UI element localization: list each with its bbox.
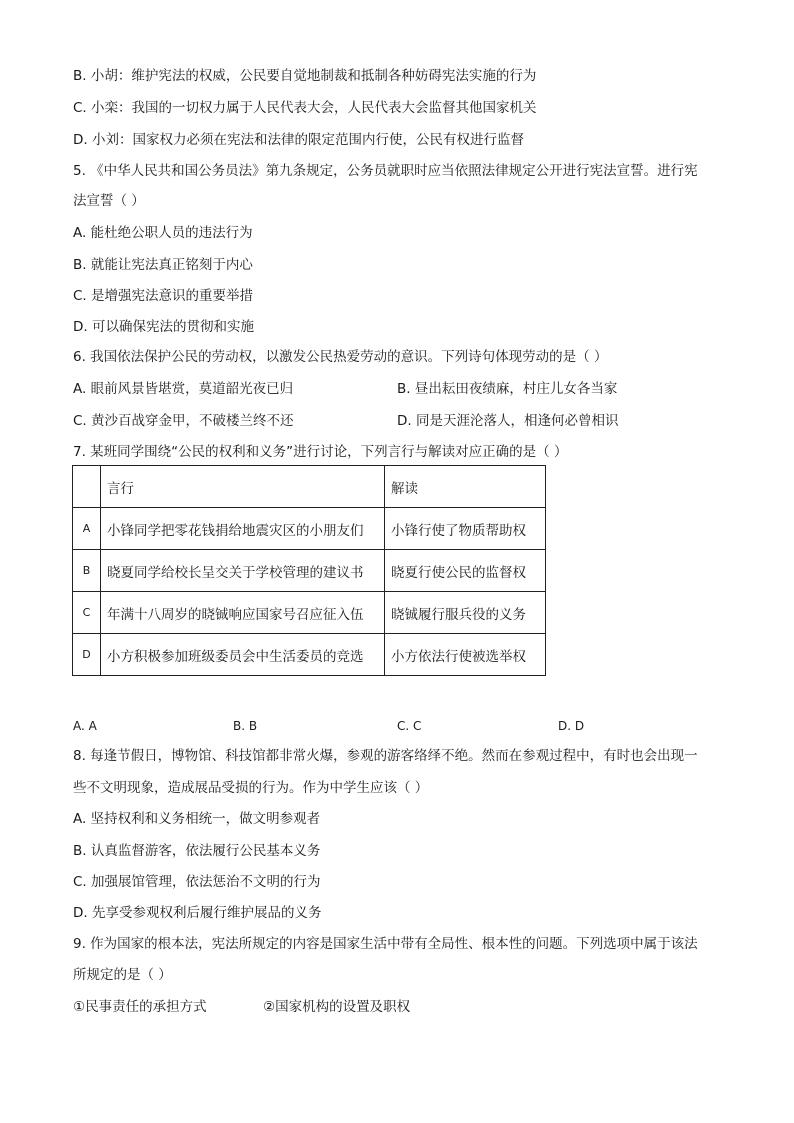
question-9-item-2: ②国家机构的设置及职权: [263, 999, 411, 1015]
table-header-cell: 言行: [101, 466, 385, 508]
question-5-option-d: D. 可以确保宪法的贯彻和实施: [73, 319, 254, 335]
question-5-stem-line-2: 法宣誓（ ）: [73, 193, 145, 209]
table-cell-interpretation: 晓铖履行服兵役的义务: [385, 592, 546, 634]
question-7-table: [72, 465, 546, 676]
question-6-option-c: C. 黄沙百战穿金甲，不破楼兰终不还: [73, 413, 294, 429]
question-8-option-c: C. 加强展馆管理，依法惩治不文明的行为: [73, 874, 321, 890]
table-cell-action: 晓夏同学给校长呈交关于学校管理的建议书: [101, 550, 385, 592]
line-4-option-c: C. 小栾：我国的一切权力属于人民代表大会，人民代表大会监督其他国家机关: [73, 100, 537, 116]
table-cell-label: B: [73, 550, 101, 592]
table-cell-interpretation: 晓夏行使公民的监督权: [385, 550, 546, 592]
question-5-option-a: A. 能杜绝公职人员的违法行为: [73, 225, 253, 241]
line-4-option-b: B. 小胡：维护宪法的权威，公民要自觉地制裁和抵制各种妨碍宪法实施的行为: [73, 68, 537, 84]
table-cell-interpretation: 小方依法行使被选举权: [385, 634, 546, 676]
table-header-row: [73, 466, 546, 508]
question-7-option-c: C. C: [397, 719, 422, 733]
table-cell-action: 小方积极参加班级委员会中生活委员的竞选: [101, 634, 385, 676]
table-cell-action: 小锋同学把零花钱捐给地震灾区的小朋友们: [101, 508, 385, 550]
table-row: [73, 592, 546, 634]
question-9-stem-line-2: 所规定的是（ ）: [73, 967, 172, 983]
table-cell-label: C: [73, 592, 101, 634]
question-8-option-d: D. 先享受参观权利后履行维护展品的义务: [73, 905, 322, 921]
question-8-stem-line-1: 8. 每逢节假日，博物馆、科技馆都非常火爆，参观的游客络绎不绝。然而在参观过程中，有时也会出现一: [73, 748, 698, 764]
table-row: [73, 550, 546, 592]
table-row: [73, 634, 546, 676]
line-4-option-d: D. 小刘：国家权力必须在宪法和法律的限定范围内行使，公民有权进行监督: [73, 132, 524, 148]
table-header-cell: 解读: [385, 466, 546, 508]
question-8-stem-line-2: 些不文明现象，造成展品受损的行为。作为中学生应该（ ）: [73, 780, 429, 796]
question-8-option-b: B. 认真监督游客，依法履行公民基本义务: [73, 843, 321, 859]
question-8-option-a: A. 坚持权利和义务相统一，做文明参观者: [73, 811, 321, 827]
table-header-cell: [73, 466, 101, 508]
question-5-option-c: C. 是增强宪法意识的重要举措: [73, 288, 254, 304]
question-6-stem: 6. 我国依法保护公民的劳动权，以激发公民热爱劳动的意识。下列诗句体现劳动的是（ ）: [73, 349, 608, 365]
question-7-option-a: A. A: [73, 719, 97, 733]
table-cell-label: D: [73, 634, 101, 676]
question-6-option-b: B. 昼出耘田夜绩麻，村庄儿女各当家: [397, 381, 618, 397]
table-cell-action: 年满十八周岁的晓铖响应国家号召应征入伍: [101, 592, 385, 634]
question-6-option-d: D. 同是天涯沦落人，相逢何必曾相识: [397, 413, 619, 429]
question-9-item-1: ①民事责任的承担方式: [73, 999, 207, 1015]
question-7-stem: 7. 某班同学围绕“公民的权利和义务”进行讨论，下列言行与解读对应正确的是（ ）: [73, 444, 568, 460]
table-row: [73, 508, 546, 550]
question-7-option-b: B. B: [233, 719, 258, 733]
question-5-stem-line-1: 5. 《中华人民共和国公务员法》第九条规定，公务员就职时应当依照法律规定公开进行宪法宣誓。进行宪: [73, 163, 698, 179]
question-5-option-b: B. 就能让宪法真正铭刻于内心: [73, 257, 253, 273]
question-6-option-a: A. 眼前风景皆堪赏，莫道韶光夜已归: [73, 381, 294, 397]
question-7-option-d: D. D: [558, 719, 585, 733]
table-cell-interpretation: 小锋行使了物质帮助权: [385, 508, 546, 550]
question-9-stem-line-1: 9. 作为国家的根本法，宪法所规定的内容是国家生活中带有全局性、根本性的问题。下列选项中属于该法: [73, 936, 698, 952]
table-cell-label: A: [73, 508, 101, 550]
